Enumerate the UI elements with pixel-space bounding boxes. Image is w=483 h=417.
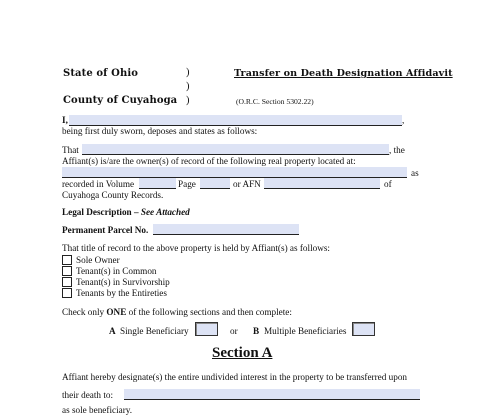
form-title: Transfer on Death Designation Affidavit [234, 68, 453, 79]
option-b-letter: B [253, 326, 260, 336]
volume-field[interactable] [139, 178, 176, 189]
option-a-label: Single Beneficiary [120, 326, 189, 336]
legal-desc-label: Legal Description – [62, 207, 139, 217]
comma-label: , [402, 115, 405, 125]
or-label: or [230, 326, 238, 336]
check-post: of the following sections and then complete: [126, 307, 292, 317]
multiple-beneficiaries-checkbox[interactable] [352, 322, 375, 336]
i-label: I, [62, 115, 68, 125]
tenants-entireties-checkbox[interactable] [62, 288, 72, 298]
paren-2: ) [186, 81, 190, 92]
option-b-label: Multiple Beneficiaries [264, 326, 347, 336]
orc-citation: (O.R.C. Section 5302.22) [236, 97, 314, 106]
tenants-common-label: Tenant(s) in Common [76, 266, 157, 276]
parcel-label: Permanent Parcel No. [62, 225, 149, 235]
county-records-text: Cuyahoga County Records. [62, 190, 164, 200]
check-one: ONE [106, 307, 127, 317]
page-label: Page [178, 179, 196, 189]
legal-description [62, 208, 190, 217]
sole-owner-label: Sole Owner [76, 255, 120, 265]
tenants-entireties-label: Tenants by the Entireties [76, 288, 167, 298]
tenants-common-checkbox[interactable] [62, 266, 72, 276]
or-afn-label: or AFN [233, 179, 261, 189]
sole-beneficiary-field[interactable] [124, 389, 420, 400]
designation-text: Affiant hereby designate(s) the entire undivided interest in the property to be transferred upon [62, 372, 408, 382]
tenants-survivorship-checkbox[interactable] [62, 277, 72, 287]
of-label: of [384, 179, 392, 189]
afn-field[interactable] [264, 178, 380, 189]
the-label: , the [389, 145, 405, 155]
county-label: County of Cuyahoga [63, 95, 178, 106]
parcel-number-field[interactable] [153, 224, 299, 235]
affiant-name-field[interactable] [69, 115, 405, 126]
affiant-owner-text: Affiant(s) is/are the owner(s) of record of the following real property located at: [62, 156, 356, 166]
sole-owner-checkbox[interactable] [62, 255, 72, 265]
see-attached-label: See Attached [140, 207, 190, 217]
paren-3: ) [186, 95, 190, 106]
their-death-label: their death to: [62, 390, 114, 400]
sole-beneficiary-text: as sole beneficiary. [62, 405, 133, 415]
section-a-heading: Section A [212, 345, 273, 361]
title-held-text: That title of record to the above property is held by Affiant(s) as follows: [62, 243, 330, 253]
tenants-survivorship-label: Tenant(s) in Survivorship [76, 277, 170, 287]
option-a-letter: A [109, 326, 116, 336]
recorded-volume-label: recorded in Volume [62, 179, 135, 189]
paren-1: ) [186, 67, 190, 78]
that-name-field[interactable] [82, 144, 389, 155]
single-beneficiary-checkbox[interactable] [195, 322, 218, 336]
check-pre: Check only [62, 307, 107, 317]
property-address-field[interactable] [62, 167, 407, 178]
check-instruction [62, 308, 292, 317]
that-label: That [62, 145, 79, 155]
state-label: State of Ohio [63, 68, 138, 79]
as-label: as [411, 168, 419, 178]
sworn-statement: being first duly sworn, deposes and states as follows: [62, 126, 258, 136]
page-field[interactable] [200, 178, 230, 189]
